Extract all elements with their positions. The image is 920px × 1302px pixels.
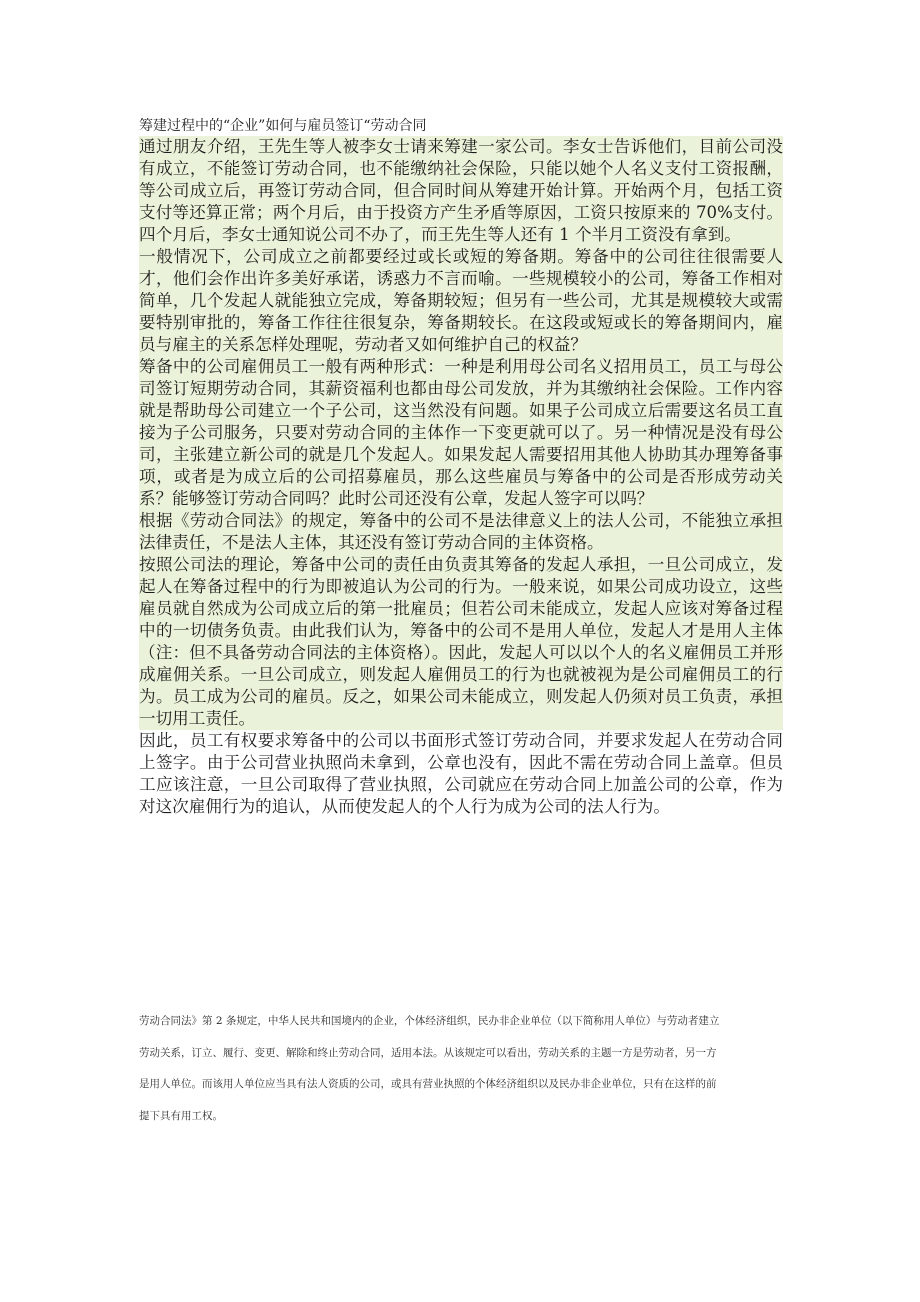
paragraph-case-intro: 通过朋友介绍，王先生等人被李女士请来筹建一家公司。李女士告诉他们，目前公司没有成立，不能签订劳动合同，也不能缴纳社会保险，只能以她个人名义支付工资报酬，等公司成立后，再签订劳动合同，但合同时间从筹建开始计算。开始两个月，包括工资支付等还算正常；两个月后，由于投资方产生矛盾等原因，工资只按原来的 70%支付。四个月后，李女士通知说公司不办了，而王先生等人还有 1 个半月工资没有拿到。 — [139, 137, 783, 244]
paragraph-preparation-period: 一般情况下，公司成立之前都要经过或长或短的筹备期。筹备中的公司往往很需要人才，他们会作出许多美好承诺，诱惑力不言而喻。一些规模较小的公司，筹备工作相对简单，几个发起人就能独立完成，筹备期较短；但另有一些公司，尤其是规模较大或需要特别审批的，筹备工作往往很复杂，筹备期较长。在这段或短或长的筹备期间内，雇员与雇主的关系怎样处理呢，劳动者又如何维护自己的权益？ — [139, 247, 783, 354]
article-body — [139, 136, 783, 818]
paragraph-company-law-theory: 按照公司法的理论，筹备中公司的责任由负责其筹备的发起人承担，一旦公司成立，发起人在筹备过程中的行为即被追认为公司的行为。一般来说，如果公司成功设立，这些雇员就自然成为公司成立后的第一批雇员；但若公司未能成立，发起人应该对筹备过程中的一切债务负责。由此我们认为，筹备中的公司不是用人单位，发起人才是用人主体（注：但不具备劳动合同法的主体资格）。因此，发起人可以以个人的名义雇佣员工并形成雇佣关系。一旦公司成立，则发起人雇佣员工的行为也就被视为是公司雇佣员工的行为。员工成为公司的雇员。反之，如果公司未能成立，则发起人仍须对员工负责，承担一切用工责任。 — [139, 555, 783, 728]
paragraph-legal-basis: 根据《劳动合同法》的规定，筹备中的公司不是法律意义上的法人公司，不能独立承担法律责任，不是法人主体，其还没有签订劳动合同的主体资格。 — [139, 511, 783, 552]
paragraph-conclusion: 因此，员工有权要求筹备中的公司以书面形式签订劳动合同，并要求发起人在劳动合同上签字。由于公司营业执照尚未拿到，公章也没有，因此不需在劳动合同上盖章。但员工应该注意，一旦公司取得了营业执照，公司就应在劳动合同上加盖公司的公章，作为对这次雇佣行为的追认，从而使发起人的个人行为成为公司的法人行为。 — [139, 731, 783, 816]
footnote-line: 提下具有用工权。 — [139, 1109, 223, 1122]
footnote-line: 是用人单位。而该用人单位应当具有法人资质的公司，或具有营业执照的个体经济组织以及民办非企业单位，只有在这样的前 — [139, 1078, 717, 1090]
footnote — [139, 1006, 787, 1132]
paragraph-hiring-forms: 筹备中的公司雇佣员工一般有两种形式：一种是利用母公司名义招用员工，员工与母公司签订短期劳动合同，其薪资福利也都由母公司发放，并为其缴纳社会保险。工作内容就是帮助母公司建立一个子公司，这当然没有问题。如果子公司成立后需要这名员工直接为子公司服务，只要对劳动合同的主体作一下变更就可以了。另一种情况是没有母公司，主张建立新公司的就是几个发起人。如果发起人需要招用其他人协助其办理筹备事项，或者是为成立后的公司招募雇员，那么这些雇员与筹备中的公司是否形成劳动关系？能够签订劳动合同吗？此时公司还没有公章，发起人签字可以吗？ — [139, 357, 783, 508]
document-title: 筹建过程中的“企业”如何与雇员签订“劳动合同 — [139, 118, 427, 134]
footnote-line: 劳动关系，订立、履行、变更、解除和终止劳动合同，适用本法。从该规定可以看出，劳动关系的主题一方是劳动者，另一方 — [139, 1046, 717, 1059]
footnote-line: 劳动合同法》第 2 条规定，中华人民共和国境内的企业，个体经济组织，民办非企业单位（以下简称用人单位）与劳动者建立 — [139, 1015, 720, 1027]
